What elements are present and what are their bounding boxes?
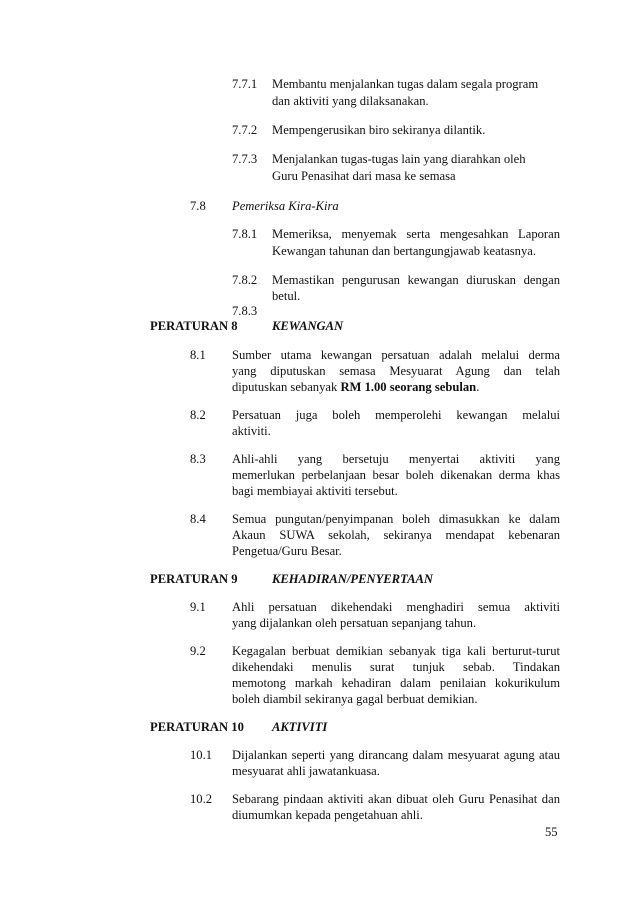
item-text-line: Membantu menjalankan tugas dalam segala program <box>272 77 539 91</box>
item-text-line: Memastikan pengurusan kewangan diuruskan dengan <box>272 273 560 287</box>
amount-text: RM 1.00 seorang sebulan <box>340 380 477 394</box>
regulation-label: PERATURAN 8 <box>150 319 238 333</box>
item-text-line: yang diputuskan semasa Mesyuarat Agung dan telah <box>232 364 560 378</box>
item-text-line: Kewangan tahunan dan bertangungjawab keatasnya. <box>272 244 537 258</box>
item-number: 9.2 <box>190 644 206 658</box>
item-text-line: Guru Penasihat dari masa ke semasa <box>272 169 456 183</box>
item-number: 7.7.2 <box>232 123 258 137</box>
item-number: 7.8.1 <box>232 227 258 241</box>
item-number: 10.2 <box>190 792 213 806</box>
item-text-line: Ahli persatuan dikehendaki menghadiri semua aktiviti <box>232 600 560 614</box>
item-number: 10.1 <box>190 748 213 762</box>
item-number: 8.3 <box>190 452 206 466</box>
section-number: 7.8 <box>190 199 206 213</box>
item-text-line: Ahli-ahli yang bersetuju menyertai aktiviti yang <box>232 452 560 466</box>
item-text-line: Mempengerusikan biro sekiranya dilantik. <box>272 123 486 137</box>
regulation-title: KEWANGAN <box>272 319 344 333</box>
item-number: 7.7.1 <box>232 77 258 91</box>
item-number: 7.8.3 <box>232 304 258 318</box>
item-text-line: Kegagalan berbuat demikian sebanyak tiga kali berturut-turut <box>232 644 560 658</box>
item-text-line: memotong markah kehadiran dalam penilaian kokurikulum <box>232 676 560 690</box>
item-text-line: dan aktiviti yang dilaksanakan. <box>272 94 429 108</box>
page-number: 55 <box>545 825 558 839</box>
item-number: 8.2 <box>190 408 206 422</box>
item-number: 8.1 <box>190 348 206 362</box>
item-number: 7.8.2 <box>232 273 258 287</box>
item-text-line: Memeriksa, menyemak serta mengesahkan Laporan <box>272 227 560 241</box>
regulation-label: PERATURAN 9 <box>150 572 238 586</box>
item-text-line: betul. <box>272 289 301 303</box>
item-text-line: Akaun SUWA sekolah, sekiranya mendapat kebenaran <box>232 528 560 542</box>
item-text-line: Sumber utama kewangan persatuan adalah melalui derma <box>232 348 560 362</box>
item-number: 8.4 <box>190 512 206 526</box>
item-text-line: Dijalankan seperti yang dirancang dalam mesyuarat agung atau <box>232 748 560 762</box>
item-text-line: aktiviti. <box>232 424 271 438</box>
regulation-title: AKTIVITI <box>272 720 328 734</box>
text-run: . <box>476 380 480 394</box>
item-text-line: memerlukan perbelanjaan besar boleh dikenakan derma khas <box>232 468 560 482</box>
item-text-line: Sebarang pindaan aktiviti akan dibuat oleh Guru Penasihat dan <box>232 792 560 806</box>
item-text-line: boleh diambil sekiranya gagal berbuat demikian. <box>232 692 478 706</box>
regulation-title: KEHADIRAN/PENYERTAAN <box>272 572 433 586</box>
regulation-label: PERATURAN 10 <box>150 720 244 734</box>
item-text-line: diumumkan kepada pengetahuan ahli. <box>232 808 423 822</box>
item-number: 9.1 <box>190 600 206 614</box>
item-number: 7.7.3 <box>232 152 258 166</box>
item-text-line: Menjalankan tugas-tugas lain yang diarahkan oleh <box>272 152 526 166</box>
item-text-line: mesyuarat ahli jawatankuasa. <box>232 764 380 778</box>
item-text-line: Semua pungutan/penyimpanan boleh dimasukkan ke dalam <box>232 512 560 526</box>
item-text-line: Pengetua/Guru Besar. <box>232 544 342 558</box>
text-run: diputuskan sebanyak <box>232 380 341 394</box>
section-title: Pemeriksa Kira-Kira <box>232 199 339 213</box>
item-text-line <box>232 379 479 395</box>
item-text-line: dikehendaki menulis surat tunjuk sebab. Tindakan <box>232 660 560 674</box>
item-text-line: yang dijalankan oleh persatuan sepanjang tahun. <box>232 616 477 630</box>
item-text-line: Persatuan juga boleh memperolehi kewangan melalui <box>232 408 560 422</box>
item-text-line: bagi membiayai aktiviti tersebut. <box>232 484 398 498</box>
